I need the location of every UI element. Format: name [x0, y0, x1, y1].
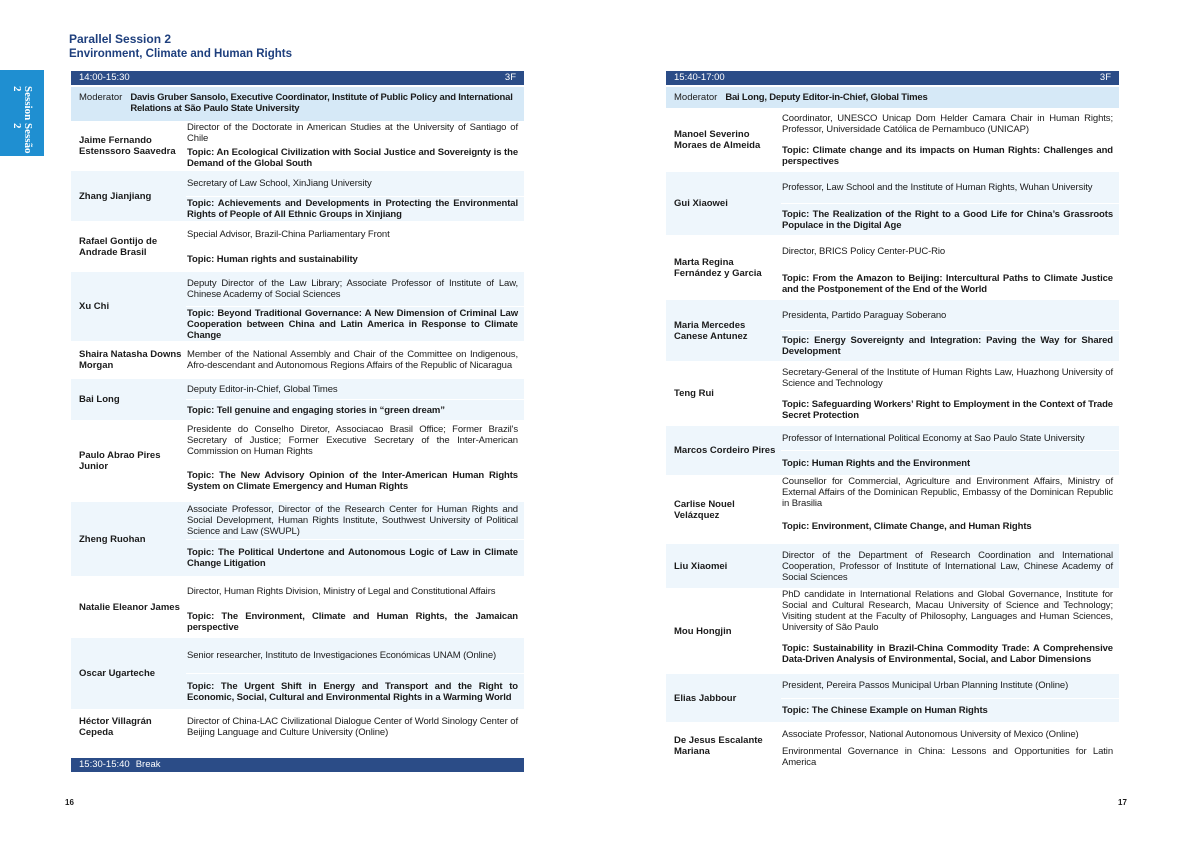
speaker-role: Director of the Doctorate in American Studies at the University of Santiago of Chile: [187, 122, 518, 144]
speaker-topic: Topic: The Political Undertone and Autonomous Logic of Law in Climate Change Litigation: [186, 539, 524, 577]
speaker-name: Liu Xiaomei: [674, 560, 728, 572]
speaker-name: Oscar Ugarteche: [79, 668, 156, 679]
speaker-name: Mou Hongjin: [674, 625, 732, 637]
speaker-name: Héctor Villagrán Cepeda: [79, 715, 152, 738]
speaker-name: Marta Regina Fernández y Garcia: [674, 256, 762, 279]
speaker-name: Gui Xiaowei: [674, 198, 728, 209]
speaker-details: [186, 121, 524, 170]
speaker-role: Secretary-General of the Institute of Human Rights Law, Huazhong University of Science and Technology: [782, 366, 1113, 389]
speaker-details: [186, 502, 524, 576]
speaker-name: Bai Long: [79, 394, 120, 405]
speaker-row: [71, 222, 524, 272]
left-moderator-row: [71, 87, 524, 121]
speaker-role: PhD candidate in International Relations and Global Governance, Institute for Social and Cultural Research, Macau University of Science and Technology; Visiting student at the Faculty of Philosophy, Languages and Human Sciences, University of São Paulo: [782, 589, 1113, 633]
speaker-topic: Environmental Governance in China: Lessons and Opportunities for Latin America: [781, 745, 1119, 768]
left-time-bar: [71, 71, 524, 85]
speaker-topic: Topic: Safeguarding Workers’ Right to Employment in the Context of Trade Secret Protection: [781, 393, 1119, 425]
speaker-name: Marcos Cordeiro Pires: [674, 445, 776, 456]
right-speaker-table: [666, 108, 1119, 769]
speaker-row: [71, 379, 524, 421]
speaker-details: [781, 723, 1119, 768]
speaker-role: Professor of International Political Economy at Sao Paulo State University: [782, 432, 1085, 444]
speaker-name: Paulo Abrao Pires Junior: [79, 450, 161, 472]
speaker-name: Jaime Fernando Estenssoro Saavedra: [79, 134, 176, 157]
speaker-row: [666, 108, 1119, 172]
speaker-name: Natalie Eleanor James: [79, 601, 180, 613]
speaker-row: [666, 236, 1119, 300]
speaker-row: [71, 638, 524, 710]
speaker-row: [666, 476, 1119, 544]
speaker-row: [666, 426, 1119, 476]
speaker-row: [71, 710, 524, 744]
side-tab-text: [0, 70, 44, 156]
speaker-role: Senior researcher, Instituto de Investigaciones Económicas UNAM (Online): [187, 650, 497, 661]
session-title: Parallel Session 2: [69, 32, 172, 46]
speaker-name: Manoel Severino Moraes de Almeida: [674, 128, 761, 151]
session-subtitle: Environment, Climate and Human Rights: [69, 48, 292, 60]
speaker-name: Carlise Nouel Velázquez: [674, 498, 735, 521]
speaker-details: [781, 426, 1119, 475]
speaker-details: [186, 710, 524, 743]
session-heading: [69, 31, 292, 61]
speaker-details: [781, 172, 1119, 235]
speaker-role: Professor, Law School and the Institute of Human Rights, Wuhan University: [782, 182, 1093, 193]
speaker-role: Deputy Director of the Law Library; Associate Professor of Institute of Law, Chinese Academy of Social Sciences: [187, 278, 518, 300]
speaker-role: Associate Professor, Director of the Research Center for Human Rights and Social Development, Human Rights Institute, Southwest University of Political Science and Law (SWUPL): [187, 503, 518, 537]
speaker-role: Member of the National Assembly and Chair of the Committee on Indigenous, Afro-descendant and Autonomous Regions Affairs of the Republic of Nicaragua: [187, 349, 518, 371]
speaker-topic: Topic: Tell genuine and engaging stories in “green dream”: [186, 399, 524, 420]
moderator-label: Moderator: [79, 92, 123, 103]
speaker-role: Director of China-LAC Civilizational Dialogue Center of World Sinology Center of Beijing Language and Culture University (Online): [187, 715, 518, 738]
break-bar: [71, 758, 524, 772]
speaker-name: Shaira Natasha Downs Morgan: [79, 349, 182, 371]
speaker-details: [781, 362, 1119, 425]
speaker-role: Presidenta, Partido Paraguay Soberano: [782, 309, 947, 321]
speaker-details: [781, 674, 1119, 722]
speaker-topic: Topic: Achievements and Developments in Protecting the Environmental Rights of People of All Ethnic Groups in Xinjiang: [186, 196, 524, 222]
moderator-value: Bai Long, Deputy Editor-in-Chief, Global Times: [725, 92, 928, 103]
speaker-details: [186, 421, 524, 501]
speaker-role: Secretary of Law School, XinJiang University: [187, 177, 372, 189]
speaker-row: [71, 272, 524, 342]
speaker-row: [71, 421, 524, 502]
side-tab-line-2: Sessão 2: [11, 122, 34, 154]
speaker-name: Zhang Jianjiang: [79, 190, 152, 202]
speaker-row: [666, 544, 1119, 589]
speaker-topic: Topic: Energy Sovereignty and Integration: Paving the Way for Shared Development: [781, 330, 1119, 361]
speaker-row: [71, 342, 524, 379]
speaker-role: Counsellor for Commercial, Agriculture and Environment Affairs, Ministry of External Affairs of the Dominican Republic, Embassy of the Dominican Republic in Brasilia: [782, 476, 1113, 509]
speaker-row: [666, 172, 1119, 236]
page-number-right: 17: [1118, 798, 1127, 807]
speaker-role: Presidente do Conselho Diretor, Associacao Brasil Office; Former Brazil's Secretary of Justice; Former Executive Secretary of the Inter-American Commission on Human Rights: [187, 424, 518, 458]
speaker-row: [71, 171, 524, 222]
right-room: 3F: [1099, 72, 1111, 83]
speaker-topic: Topic: The New Advisory Opinion of the Inter-American Human Rights System on Climate Emergency and Human Rights: [186, 461, 524, 502]
speaker-details: [186, 379, 524, 420]
side-tab-line-1: Session 2: [11, 86, 34, 121]
speaker-role: President, Pereira Passos Municipal Urban Planning Institute (Online): [782, 680, 1069, 692]
right-time-bar: [666, 71, 1119, 85]
moderator-value: Davis Gruber Sansolo, Executive Coordinator, Institute of Public Policy and International Relations at São Paulo State University: [130, 92, 513, 114]
speaker-row: [666, 300, 1119, 362]
break-time: 15:30-15:40: [79, 759, 130, 770]
speaker-topic: Topic: Beyond Traditional Governance: A New Dimension of Criminal Law Cooperation between China and Latin America in Response to Climate Change: [186, 306, 524, 341]
speaker-name: Zheng Ruohan: [79, 533, 146, 545]
speaker-row: [71, 121, 524, 171]
session-side-tab: [0, 70, 44, 156]
speaker-row: [666, 362, 1119, 426]
speaker-details: [186, 272, 524, 341]
speaker-details: [186, 638, 524, 709]
speaker-row: [666, 589, 1119, 674]
speaker-name: Xu Chi: [79, 301, 110, 312]
page-number-left: 16: [65, 798, 74, 807]
speaker-role: Coordinator, UNESCO Unicap Dom Helder Camara Chair in Human Rights; Professor, Universidade Católica de Pernambuco (UNICAP): [782, 112, 1113, 135]
speaker-role: Director, BRICS Policy Center-PUC-Rio: [782, 246, 946, 257]
speaker-topic: Topic: Human Rights and the Environment: [781, 450, 1119, 475]
left-speaker-table: [71, 121, 524, 744]
speaker-row: [666, 674, 1119, 723]
speaker-role: Deputy Editor-in-Chief, Global Times: [187, 383, 338, 395]
speaker-topic: Topic: The Realization of the Right to a Good Life for China’s Grassroots Populace in the Digital Age: [781, 203, 1119, 235]
speaker-details: [781, 300, 1119, 361]
speaker-row: [71, 577, 524, 638]
speaker-details: [186, 342, 524, 378]
speaker-details: [186, 222, 524, 271]
speaker-name: Maria Mercedes Canese Antunez: [674, 319, 748, 342]
speaker-name: De Jesus Escalante Mariana: [674, 734, 763, 757]
speaker-topic: Topic: From the Amazon to Beijing: Intercultural Paths to Climate Justice and the Postponement of the End of the World: [781, 267, 1119, 299]
speaker-topic: Topic: Environment, Climate Change, and Human Rights: [781, 509, 1119, 543]
speaker-topic: Topic: The Environment, Climate and Human Rights, the Jamaican perspective: [186, 607, 524, 638]
speaker-role: Associate Professor, National Autonomous University of Mexico (Online): [782, 728, 1079, 740]
speaker-topic: Topic: Sustainability in Brazil-China Commodity Trade: A Comprehensive Data-Driven Analysis of Environmental, Social, and Labor Dimensions: [781, 633, 1119, 673]
right-moderator-row: [666, 87, 1119, 108]
speaker-details: [781, 108, 1119, 171]
speaker-role: Special Advisor, Brazil-China Parliamentary Front: [187, 228, 390, 240]
right-time: 15:40-17:00: [674, 72, 725, 83]
speaker-details: [781, 236, 1119, 299]
speaker-role: Director, Human Rights Division, Ministry of Legal and Constitutional Affairs: [187, 586, 496, 598]
speaker-topic: Topic: Human rights and sustainability: [186, 246, 524, 271]
left-room: 3F: [504, 72, 516, 83]
speaker-details: [781, 476, 1119, 543]
speaker-details: [186, 577, 524, 637]
speaker-name: Teng Rui: [674, 388, 714, 399]
speaker-details: [781, 589, 1119, 673]
speaker-topic: Topic: Climate change and its impacts on Human Rights: Challenges and perspectives: [781, 139, 1119, 171]
speaker-row: [666, 723, 1119, 769]
speaker-topic: Topic: An Ecological Civilization with Social Justice and Sovereignty is the Demand of the Global South: [186, 145, 524, 170]
speaker-topic: Topic: The Urgent Shift in Energy and Transport and the Right to Economic, Social, Cultural and Environmental Rights in a Warming World: [186, 673, 524, 709]
speaker-topic: Topic: The Chinese Example on Human Rights: [781, 698, 1119, 723]
speaker-row: [71, 502, 524, 577]
speaker-role: Director of the Department of Research Coordination and International Cooperation, Professor of Institute of International Law, Chinese Academy of Social Sciences: [782, 549, 1113, 583]
break-label: Break: [135, 759, 161, 770]
speaker-name: Rafael Gontijo de Andrade Brasil: [79, 235, 158, 258]
moderator-label: Moderator: [674, 92, 718, 103]
speaker-name: Elias Jabbour: [674, 692, 737, 704]
left-time: 14:00-15:30: [79, 72, 130, 83]
speaker-details: [781, 544, 1119, 588]
speaker-details: [186, 171, 524, 221]
